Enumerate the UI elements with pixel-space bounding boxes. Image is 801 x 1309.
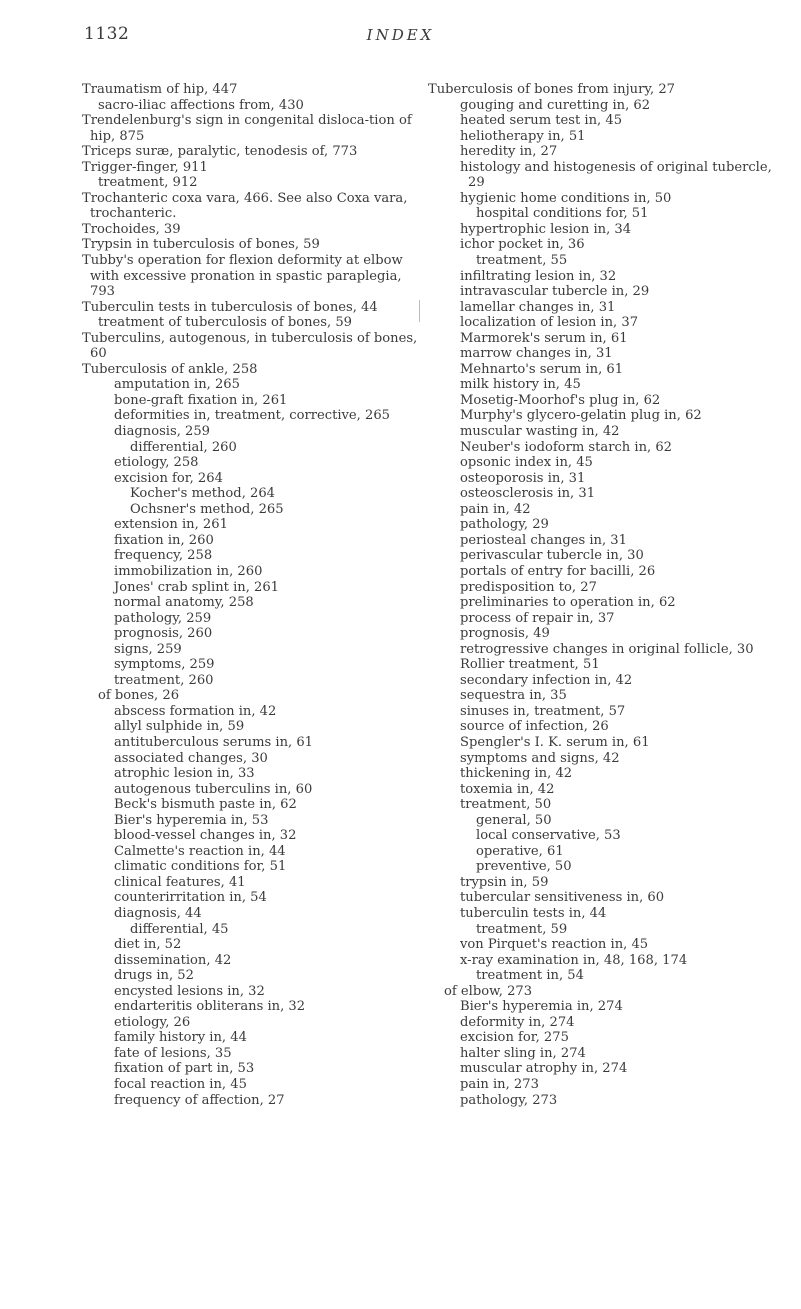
index-entry: retrogressive changes in original follicle, 30	[460, 641, 754, 657]
index-entry: deformities in, treatment, corrective, 265	[114, 408, 390, 424]
index-entry: Marmorek's serum in, 61	[460, 330, 628, 346]
index-entry: diagnosis, 44	[114, 905, 202, 921]
index-entry: thickening in, 42	[460, 766, 573, 782]
index-entry: Ochsner's method, 265	[130, 501, 284, 517]
index-entry: sacro-iliac affections from, 430	[98, 97, 304, 113]
index-entry: tubercular sensitiveness in, 60	[460, 890, 665, 906]
index-entry: treatment, 260	[114, 672, 214, 688]
index-entry: pathology, 29	[460, 517, 549, 533]
index-entry: Beck's bismuth paste in, 62	[114, 797, 297, 813]
index-entry: diagnosis, 259	[114, 424, 211, 440]
index-entry: encysted lesions in, 32	[114, 983, 265, 999]
index-entry: treatment of tuberculosis of bones, 59	[98, 315, 353, 331]
index-entry: Kocher's method, 264	[130, 486, 276, 502]
index-entry: autogenous tuberculins in, 60	[114, 781, 313, 797]
index-entry: frequency of affection, 27	[114, 1092, 285, 1108]
index-entry: sinuses in, treatment, 57	[460, 703, 626, 719]
index-entry: focal reaction in, 45	[114, 1077, 247, 1092]
index-entry: heliotherapy in, 51	[460, 128, 586, 144]
index-entry: Trigger-finger, 911	[82, 159, 208, 175]
index-entry: lamellar changes in, 31	[460, 299, 616, 315]
index-entry: prognosis, 260	[114, 626, 213, 642]
index-entry: Mehnarto's serum in, 61	[460, 361, 624, 377]
index-entry: osteoporosis in, 31	[460, 470, 586, 486]
index-entry: fate of lesions, 35	[114, 1045, 232, 1061]
index-entry: Traumatism of hip, 447	[82, 82, 238, 97]
page-header	[0, 22, 801, 52]
index-entry: drugs in, 52	[114, 968, 194, 984]
index-entry: diet in, 52	[114, 937, 182, 953]
page-number: 1132	[84, 24, 130, 44]
index-entry: osteosclerosis in, 31	[460, 486, 596, 502]
index-entry: prognosis, 49	[460, 626, 550, 642]
index-entry: portals of entry for bacilli, 26	[460, 563, 656, 579]
index-entry: differential, 45	[130, 921, 229, 937]
index-entry: Trypsin in tuberculosis of bones, 59	[82, 237, 320, 253]
index-entry: milk history in, 45	[460, 377, 581, 393]
index-entry: secondary infection in, 42	[460, 672, 633, 688]
index-entry: treatment, 50	[460, 797, 552, 813]
index-entry: muscular atrophy in, 274	[460, 1061, 628, 1077]
index-entry: blood-vessel changes in, 32	[114, 828, 297, 844]
index-entry: frequency, 258	[114, 548, 213, 564]
index-entry: endarteritis obliterans in, 32	[114, 999, 306, 1015]
index-column-left	[82, 82, 422, 1108]
index-entry: treatment, 55	[476, 253, 568, 269]
index-entry: infiltrating lesion in, 32	[460, 268, 617, 284]
index-entry: atrophic lesion in, 33	[114, 766, 255, 782]
index-entry: immobilization in, 260	[114, 563, 263, 579]
index-entry: Triceps suræ, paralytic, tenodesis of, 773	[82, 144, 358, 160]
index-entry: Tuberculosis of ankle, 258	[82, 361, 258, 377]
index-entry: preventive, 50	[476, 859, 572, 875]
index-entry: ichor pocket in, 36	[460, 237, 585, 253]
index-entry: localization of lesion in, 37	[460, 315, 639, 331]
index-entry: operative, 61	[476, 843, 564, 859]
index-entry: hypertrophic lesion in, 34	[460, 221, 632, 237]
index-entry: associated changes, 30	[114, 750, 268, 766]
index-entry: Trochoides, 39	[82, 221, 181, 237]
index-entry: climatic conditions for, 51	[114, 859, 287, 875]
index-entry: clinical features, 41	[114, 874, 246, 890]
index-entry: pain in, 42	[460, 501, 531, 517]
index-entry: Trendelenburg's sign in congenital disloca-tion of hip, 875	[82, 113, 412, 144]
index-entry: symptoms, 259	[114, 657, 215, 673]
index-entry: toxemia in, 42	[460, 781, 555, 797]
index-entry: Tuberculosis of bones from injury, 27	[428, 82, 675, 97]
index-entry: Murphy's glycero-gelatin plug in, 62	[460, 408, 702, 424]
index-entry: Bier's hyperemia in, 53	[114, 812, 269, 828]
index-entry: heated serum test in, 45	[460, 113, 623, 129]
index-entry: etiology, 26	[114, 1014, 191, 1030]
index-entry: fixation of part in, 53	[114, 1061, 255, 1077]
index-entry: intravascular tubercle in, 29	[460, 284, 650, 300]
index-entry: of elbow, 273	[444, 983, 533, 999]
index-entry: general, 50	[476, 812, 552, 828]
index-entry: pathology, 259	[114, 610, 212, 626]
index-entry: normal anatomy, 258	[114, 595, 254, 611]
index-entry: allyl sulphide in, 59	[114, 719, 245, 735]
index-entry: sequestra in, 35	[460, 688, 567, 704]
index-entry: trypsin in, 59	[460, 874, 549, 890]
index-entry: deformity in, 274	[460, 1014, 575, 1030]
index-entry: Mosetig-Moorhof's plug in, 62	[460, 392, 661, 408]
index-entry: amputation in, 265	[114, 377, 240, 393]
index-entry: marrow changes in, 31	[460, 346, 613, 362]
index-column-right	[428, 82, 773, 1108]
index-entry: muscular wasting in, 42	[460, 424, 620, 440]
index-entry: counterirritation in, 54	[114, 890, 267, 906]
index-entry: dissemination, 42	[114, 952, 232, 968]
index-entry: differential, 260	[130, 439, 237, 455]
index-entry: preliminaries to operation in, 62	[460, 595, 676, 611]
index-entry: Trochanteric coxa vara, 466. See also Coxa vara, trochanteric.	[82, 190, 408, 222]
index-entry: excision for, 275	[460, 1030, 569, 1046]
index-entry: Neuber's iodoform starch in, 62	[460, 439, 672, 455]
index-entry: treatment, 59	[476, 921, 568, 937]
running-title: INDEX	[366, 26, 435, 44]
index-entry: hospital conditions for, 51	[476, 206, 649, 222]
index-entry: process of repair in, 37	[460, 610, 615, 626]
index-entry: Spengler's I. K. serum in, 61	[460, 734, 650, 750]
index-entry: pain in, 273	[460, 1077, 539, 1092]
index-entry: periosteal changes in, 31	[460, 532, 627, 548]
index-entry: local conservative, 53	[476, 828, 621, 844]
index-entry: Calmette's reaction in, 44	[114, 843, 286, 859]
index-entry: gouging and curetting in, 62	[460, 97, 651, 113]
index-entry: signs, 259	[114, 641, 182, 657]
index-entry: etiology, 258	[114, 455, 199, 471]
index-entry: Bier's hyperemia in, 274	[460, 999, 623, 1015]
index-entry: Tubby's operation for flexion deformity at elbow with excessive pronation in spastic paraplegia, 793	[82, 253, 403, 300]
index-entry: x-ray examination in, 48, 168, 174	[460, 952, 688, 968]
index-entry: heredity in, 27	[460, 144, 558, 160]
index-entry: predisposition to, 27	[460, 579, 597, 595]
index-entry: Tuberculin tests in tuberculosis of bones, 44	[82, 299, 378, 315]
index-entry: Jones' crab splint in, 261	[114, 579, 280, 595]
index-entry: of bones, 26	[98, 688, 180, 704]
index-entry: fixation in, 260	[114, 532, 214, 548]
index-entry: antituberculous serums in, 61	[114, 734, 313, 750]
index-entry: family history in, 44	[114, 1030, 247, 1046]
index-entry: Tuberculins, autogenous, in tuberculosis of bones, 60	[82, 330, 418, 362]
index-entry: von Pirquet's reaction in, 45	[460, 937, 649, 953]
index-entry: extension in, 261	[114, 517, 228, 533]
column-divider	[419, 300, 420, 322]
index-entry: histology and histogenesis of original tubercle, 29	[460, 159, 772, 191]
index-entry: treatment, 912	[98, 175, 198, 191]
index-entry: halter sling in, 274	[460, 1045, 586, 1061]
index-entry: treatment in, 54	[476, 968, 584, 984]
index-entry: source of infection, 26	[460, 719, 609, 735]
index-entry: hygienic home conditions in, 50	[460, 190, 672, 206]
index-entry: bone-graft fixation in, 261	[114, 392, 288, 408]
index-entry: opsonic index in, 45	[460, 455, 593, 471]
index-entry: perivascular tubercle in, 30	[460, 548, 644, 564]
index-entry: abscess formation in, 42	[114, 703, 277, 719]
index-entry: excision for, 264	[114, 470, 223, 486]
index-entry: Rollier treatment, 51	[460, 657, 600, 673]
index-entry: tuberculin tests in, 44	[460, 905, 607, 921]
index-entry: pathology, 273	[460, 1092, 558, 1108]
index-entry: symptoms and signs, 42	[460, 750, 620, 766]
